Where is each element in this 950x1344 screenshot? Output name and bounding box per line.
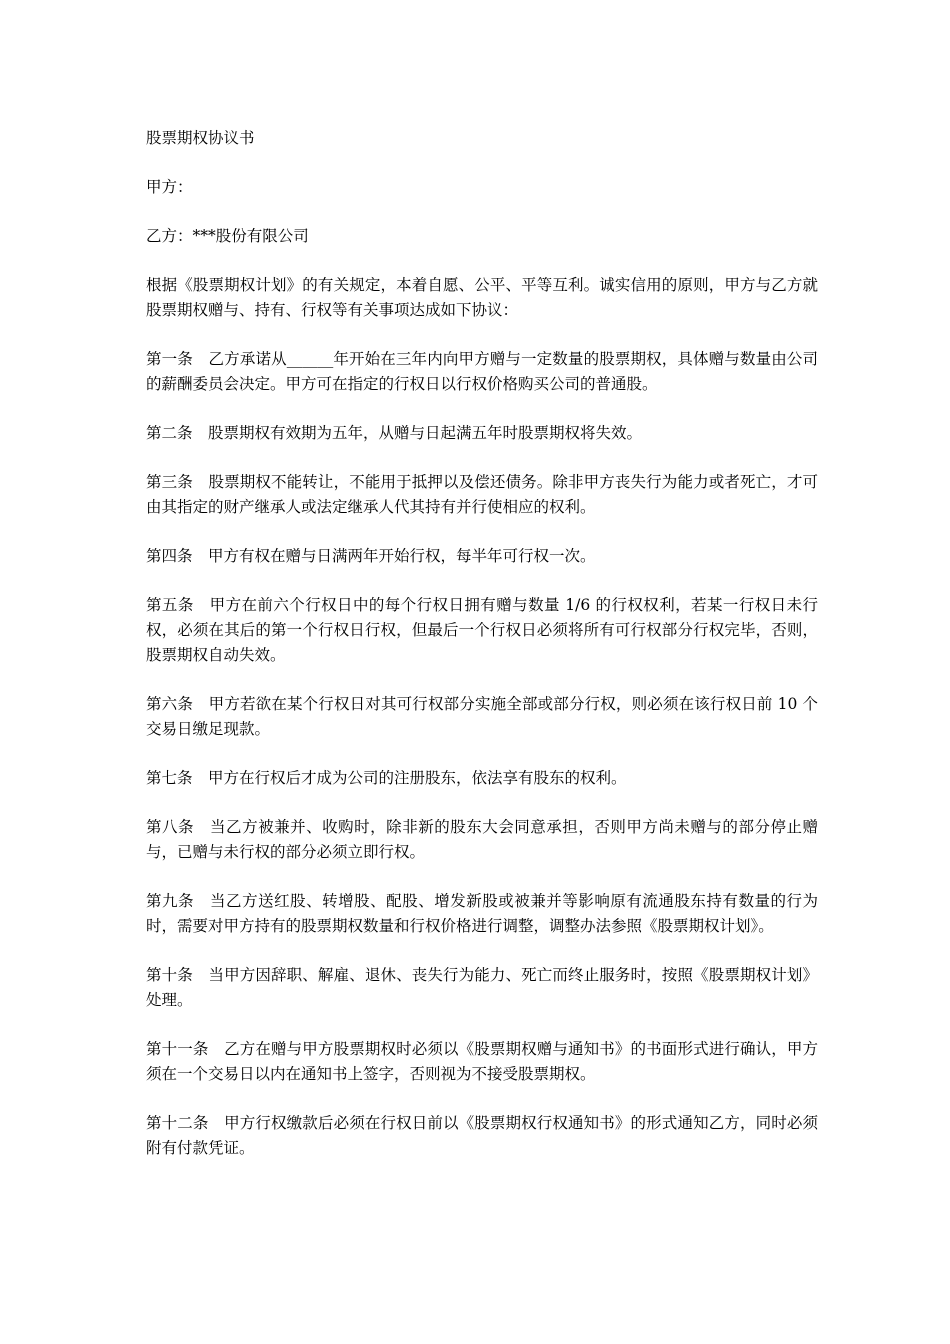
document-title: 股票期权协议书	[146, 129, 255, 147]
article-8: 第八条 当乙方被兼并、收购时，除非新的股东大会同意承担，否则甲方尚未赠与的部分停止赠与，已赠与未行权的部分必须立即行权。	[146, 818, 818, 861]
party-b: 乙方：***股份有限公司	[146, 227, 309, 245]
article-7: 第七条 甲方在行权后才成为公司的注册股东，依法享有股东的权利。	[146, 769, 627, 787]
article-6: 第六条 甲方若欲在某个行权日对其可行权部分实施全部或部分行权，则必须在该行权日前 10 个交易日缴足现款。	[146, 695, 818, 738]
article-1: 第一条 乙方承诺从______年开始在三年内向甲方赠与一定数量的股票期权，具体赠与数量由公司的薪酬委员会决定。甲方可在指定的行权日以行权价格购买公司的普通股。	[146, 350, 818, 393]
article-12: 第十二条 甲方行权缴款后必须在行权日前以《股票期权行权通知书》的形式通知乙方，同时必须附有付款凭证。	[146, 1114, 818, 1157]
article-10: 第十条 当甲方因辞职、解雇、退休、丧失行为能力、死亡而终止服务时，按照《股票期权计划》处理。	[146, 966, 818, 1009]
preamble: 根据《股票期权计划》的有关规定，本着自愿、公平、平等互利。诚实信用的原则，甲方与乙方就股票期权赠与、持有、行权等有关事项达成如下协议：	[146, 276, 818, 319]
article-5: 第五条 甲方在前六个行权日中的每个行权日拥有赠与数量 1/6 的行权权利，若某一行权日未行权，必须在其后的第一个行权日行权，但最后一个行权日必须将所有可行权部分行权完毕，否则，股票期权自动失效。	[146, 596, 818, 664]
article-3: 第三条 股票期权不能转让，不能用于抵押以及偿还债务。除非甲方丧失行为能力或者死亡，才可由其指定的财产继承人或法定继承人代其持有并行使相应的权利。	[146, 473, 818, 516]
document-page	[146, 126, 818, 1185]
article-4: 第四条 甲方有权在赠与日满两年开始行权，每半年可行权一次。	[146, 547, 596, 565]
article-9: 第九条 当乙方送红股、转增股、配股、增发新股或被兼并等影响原有流通股东持有数量的行为时，需要对甲方持有的股票期权数量和行权价格进行调整，调整办法参照《股票期权计划》。	[146, 892, 818, 935]
party-a: 甲方：	[146, 178, 193, 196]
article-11: 第十一条 乙方在赠与甲方股票期权时必须以《股票期权赠与通知书》的书面形式进行确认，甲方须在一个交易日以内在通知书上签字，否则视为不接受股票期权。	[146, 1040, 818, 1083]
article-2: 第二条 股票期权有效期为五年，从赠与日起满五年时股票期权将失效。	[146, 424, 643, 442]
